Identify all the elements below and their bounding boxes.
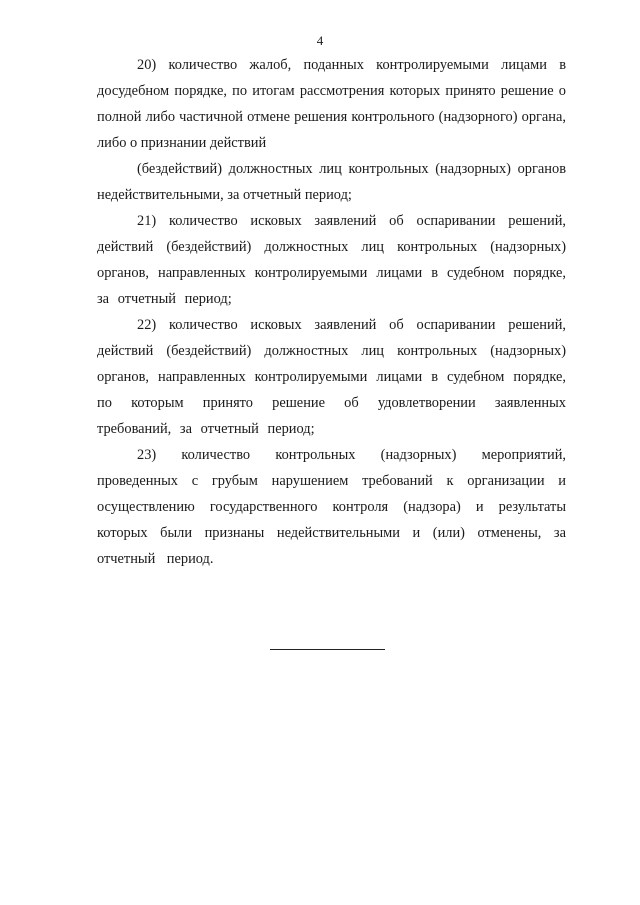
paragraph-item-20: 20) количество жалоб, поданных контролируемыми лицами в досудебном порядке, по итогам рассмотрения которых принято решение о полной либо частичной отмене решения контрольного (надзорного) органа, либо о признании действий bbox=[97, 57, 566, 151]
document-body bbox=[97, 52, 566, 572]
page-number: 4 bbox=[316, 33, 324, 48]
paragraph-item-20-continued: (бездействий) должностных лиц контрольных (надзорных) органов недействительными, за отчетный период; bbox=[97, 161, 566, 203]
paragraph-item-21: 21) количество исковых заявлений об оспаривании решений, действий (бездействий) должностных лиц контрольных (надзорных) органов, направленных контролируемыми лицами в судебном порядке, за отчетный период; bbox=[97, 213, 566, 307]
paragraph-item-22: 22) количество исковых заявлений об оспаривании решений, действий (бездействий) должностных лиц контрольных (надзорных) органов, направленных контролируемыми лицами в судебном порядке, по которым принято решение об удовлетворении заявленных требований, за отчетный период; bbox=[97, 317, 566, 437]
end-separator-line bbox=[270, 649, 385, 650]
paragraph-item-23: 23) количество контрольных (надзорных) мероприятий, проведенных с грубым нарушением требований к организации и осуществлению государственного контроля (надзора) и результаты которых были признаны недействительными и (или) отменены, за отчетный период. bbox=[97, 447, 566, 567]
